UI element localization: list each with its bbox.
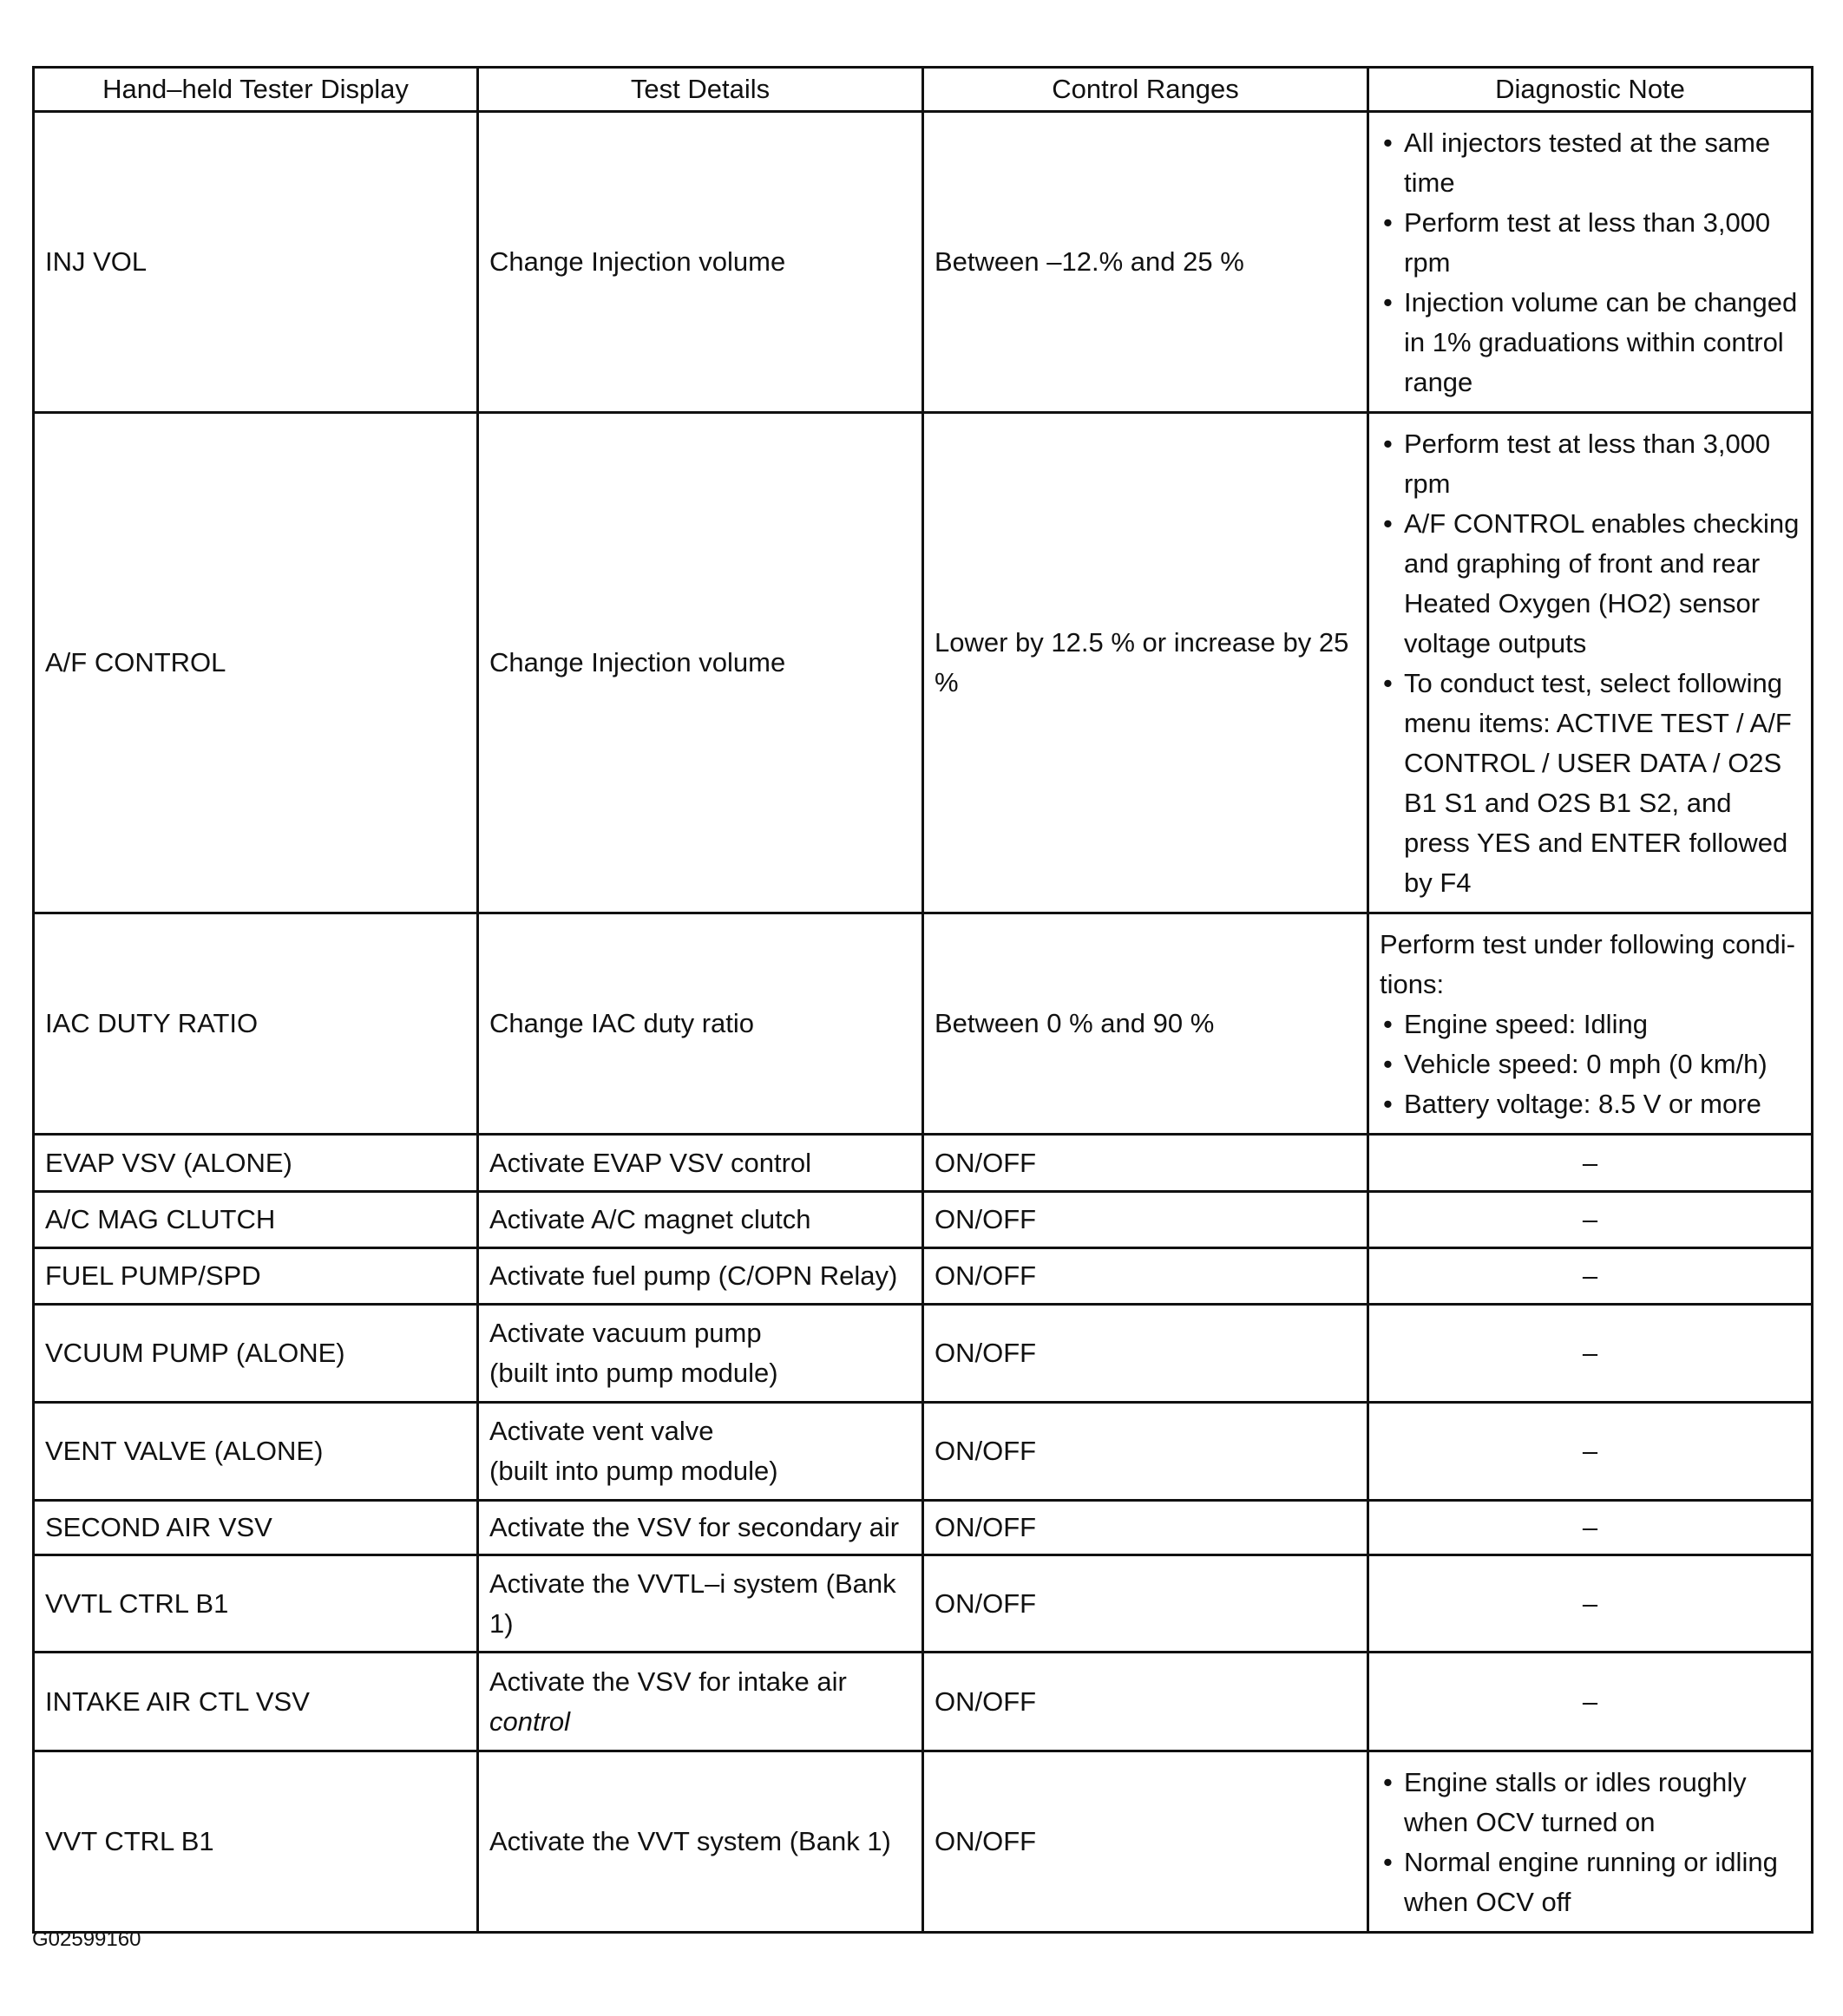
cell-range: ON/OFF	[923, 1248, 1368, 1305]
cell-details: Activate EVAP VSV control	[478, 1135, 923, 1192]
table-row	[34, 1192, 1813, 1248]
cell-details	[478, 1403, 923, 1501]
details-line: Activate vent valve	[489, 1416, 714, 1446]
note-item: • Engine speed: Idling	[1380, 1005, 1800, 1044]
table-row	[34, 1403, 1813, 1501]
table-row	[34, 1501, 1813, 1555]
details-line: (built into pump module)	[489, 1358, 778, 1388]
table-row	[34, 413, 1813, 913]
note-item: • Engine stalls or idles roughly when OCV turned on	[1380, 1763, 1800, 1843]
note-item: • Battery voltage: 8.5 V or more	[1380, 1084, 1800, 1124]
cell-details: Change Injection volume	[478, 413, 923, 913]
table-row	[34, 913, 1813, 1135]
cell-note: –	[1368, 1403, 1813, 1501]
cell-display: IAC DUTY RATIO	[34, 913, 478, 1135]
header-tester-display: Hand–held Tester Display	[34, 68, 478, 112]
active-test-table	[32, 66, 1813, 1934]
cell-note	[1368, 413, 1813, 913]
cell-display: VVT CTRL B1	[34, 1751, 478, 1933]
cell-range: ON/OFF	[923, 1653, 1368, 1751]
cell-details: Activate A/C magnet clutch	[478, 1192, 923, 1248]
note-item: • Injection volume can be changed in 1% graduations within control range	[1380, 283, 1800, 403]
note-list	[1380, 424, 1800, 903]
cell-details: Activate the VSV for secondary air	[478, 1501, 923, 1555]
cell-display: SECOND AIR VSV	[34, 1501, 478, 1555]
note-intro: Perform test under following condi-tions:	[1380, 929, 1796, 999]
table-row	[34, 1305, 1813, 1403]
cell-details	[478, 1305, 923, 1403]
details-line: Activate vacuum pump	[489, 1318, 762, 1348]
note-item: • To conduct test, select following menu items: ACTIVE TEST / A/F CONTROL / USER DATA / O2S B1 S1 and O2S B1 S2, and press YES and ENTER followed by F4	[1380, 664, 1800, 903]
table-row	[34, 1248, 1813, 1305]
cell-note: –	[1368, 1653, 1813, 1751]
cell-range: ON/OFF	[923, 1751, 1368, 1933]
cell-note: –	[1368, 1192, 1813, 1248]
details-line: (built into pump module)	[489, 1456, 778, 1486]
cell-note: –	[1368, 1555, 1813, 1653]
note-list	[1380, 1005, 1800, 1124]
note-list	[1380, 1763, 1800, 1922]
note-item: • A/F CONTROL enables checking and graphing of front and rear Heated Oxygen (HO2) sensor voltage outputs	[1380, 504, 1800, 664]
details-line: Activate the VSV for intake air	[489, 1666, 847, 1697]
header-test-details: Test Details	[478, 68, 923, 112]
cell-note: –	[1368, 1305, 1813, 1403]
cell-note: –	[1368, 1135, 1813, 1192]
cell-note	[1368, 1751, 1813, 1933]
diagnostic-table-container	[32, 66, 1811, 1934]
cell-range: Between 0 % and 90 %	[923, 913, 1368, 1135]
table-row	[34, 1555, 1813, 1653]
cell-display: FUEL PUMP/SPD	[34, 1248, 478, 1305]
cell-display: INJ VOL	[34, 112, 478, 413]
cell-details	[478, 1653, 923, 1751]
cell-display: INTAKE AIR CTL VSV	[34, 1653, 478, 1751]
header-control-ranges: Control Ranges	[923, 68, 1368, 112]
cell-range: ON/OFF	[923, 1555, 1368, 1653]
cell-note	[1368, 913, 1813, 1135]
note-list	[1380, 123, 1800, 403]
cell-details: Change Injection volume	[478, 112, 923, 413]
figure-id: G02599160	[32, 1928, 141, 1951]
cell-range: ON/OFF	[923, 1305, 1368, 1403]
note-item: • All injectors tested at the same time	[1380, 123, 1800, 203]
note-item: • Perform test at less than 3,000 rpm	[1380, 203, 1800, 283]
cell-note	[1368, 112, 1813, 413]
note-item: • Vehicle speed: 0 mph (0 km/h)	[1380, 1044, 1800, 1084]
header-diagnostic-note: Diagnostic Note	[1368, 68, 1813, 112]
cell-range: ON/OFF	[923, 1403, 1368, 1501]
table-row	[34, 1135, 1813, 1192]
table-row	[34, 1653, 1813, 1751]
note-item: • Normal engine running or idling when OCV off	[1380, 1843, 1800, 1922]
cell-display: VENT VALVE (ALONE)	[34, 1403, 478, 1501]
cell-range: Lower by 12.5 % or increase by 25 %	[923, 413, 1368, 913]
table-row	[34, 112, 1813, 413]
table-row	[34, 1751, 1813, 1933]
cell-display: VCUUM PUMP (ALONE)	[34, 1305, 478, 1403]
cell-display: A/C MAG CLUTCH	[34, 1192, 478, 1248]
cell-details: Activate fuel pump (C/OPN Relay)	[478, 1248, 923, 1305]
details-line: control	[489, 1705, 571, 1737]
cell-note: –	[1368, 1248, 1813, 1305]
cell-details: Activate the VVTL–i system (Bank 1)	[478, 1555, 923, 1653]
cell-note: –	[1368, 1501, 1813, 1555]
cell-display: EVAP VSV (ALONE)	[34, 1135, 478, 1192]
cell-display: VVTL CTRL B1	[34, 1555, 478, 1653]
cell-range: ON/OFF	[923, 1135, 1368, 1192]
cell-range: ON/OFF	[923, 1192, 1368, 1248]
table-header-row	[34, 68, 1813, 112]
cell-display: A/F CONTROL	[34, 413, 478, 913]
cell-range: ON/OFF	[923, 1501, 1368, 1555]
cell-details: Change IAC duty ratio	[478, 913, 923, 1135]
note-item: • Perform test at less than 3,000 rpm	[1380, 424, 1800, 504]
cell-range: Between –12.% and 25 %	[923, 112, 1368, 413]
cell-details: Activate the VVT system (Bank 1)	[478, 1751, 923, 1933]
